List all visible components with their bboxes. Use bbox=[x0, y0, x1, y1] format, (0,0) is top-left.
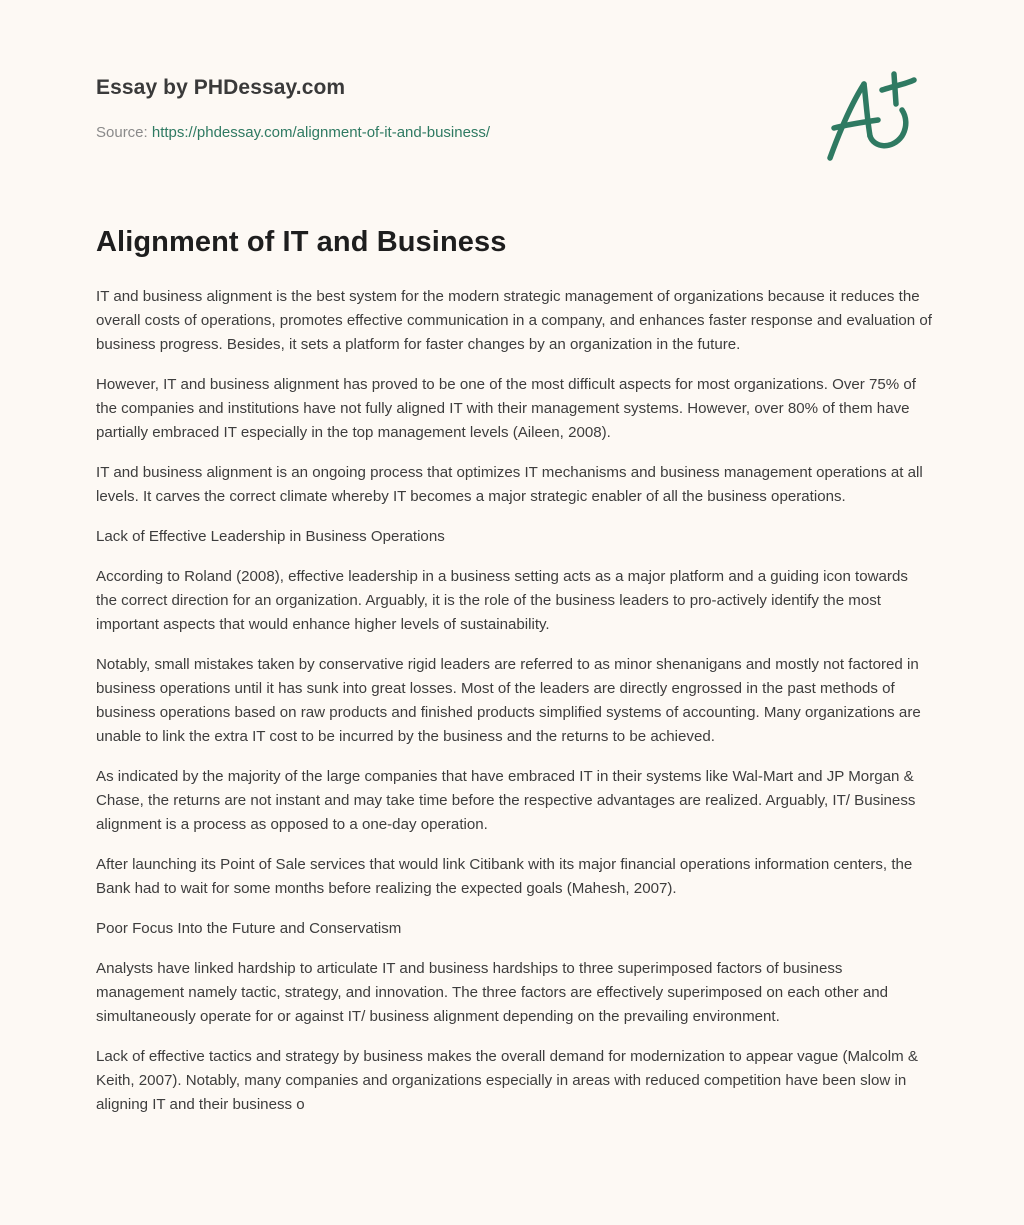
section-heading: Lack of Effective Leadership in Business Operations bbox=[96, 528, 445, 545]
page-header bbox=[96, 0, 932, 200]
section-heading: Poor Focus Into the Future and Conservatism bbox=[96, 920, 402, 937]
essay-title: Alignment of IT and Business bbox=[96, 226, 507, 258]
source-line bbox=[96, 124, 490, 141]
paragraph: After launching its Point of Sale services that would link Citibank with its major financial operations information centers, the Bank had to wait for some months before realizing the expected goals (Mahesh, 2007). bbox=[96, 856, 913, 897]
paragraph: IT and business alignment is an ongoing process that optimizes IT mechanisms and business management operations at all levels. It carves the correct climate whereby IT becomes a major strategic enabler of all the business operations. bbox=[96, 464, 923, 505]
paragraph: However, IT and business alignment has proved to be one of the most difficult aspects for most organizations. Over 75% of the companies and institutions have not fully aligned IT with their management systems. However, over 80% of them have partially embraced IT especially in the top management levels (Aileen, 2008). bbox=[96, 376, 916, 441]
source-label: Source: bbox=[96, 124, 148, 141]
a-plus-grade-icon bbox=[822, 66, 932, 166]
source-link[interactable]: https://phdessay.com/alignment-of-it-and-business/ bbox=[151, 124, 491, 141]
paragraph: Analysts have linked hardship to articulate IT and business hardships to three superimposed factors of business management namely tactic, strategy, and innovation. The three factors are effectively superimposed on each other and simultaneously operate for or against IT/ business alignment depending on the prevailing environment. bbox=[96, 960, 889, 1025]
essay-page bbox=[96, 0, 932, 1113]
paragraph: Notably, small mistakes taken by conservative rigid leaders are referred to as minor shenanigans and mostly not factored in business operations until it has sunk into great losses. Most of the leaders are directly engrossed in the past methods of business operations based on raw products and finished products simplified systems of accounting. Many organizations are unable to link the extra IT cost to be incurred by the business and the returns to be achieved. bbox=[96, 656, 921, 745]
paragraph: IT and business alignment is the best system for the modern strategic management of organizations because it reduces the overall costs of operations, promotes effective communication in a company, and enhances faster response and evaluation of business progress. Besides, it sets a platform for faster changes by an organization in the future. bbox=[96, 288, 932, 353]
site-title: Essay by PHDessay.com bbox=[96, 76, 346, 99]
paragraph: According to Roland (2008), effective leadership in a business setting acts as a major platform and a guiding icon towards the correct direction for an organization. Arguably, it is the role of the business leaders to pro-actively identify the most important aspects that would enhance higher levels of sustainability. bbox=[96, 568, 908, 633]
essay-body bbox=[96, 285, 932, 1133]
paragraph: Lack of effective tactics and strategy by business makes the overall demand for modernization to appear vague (Malcolm & Keith, 2007). Notably, many companies and organizations especially in areas with reduced competition have been slow in aligning IT and their business o bbox=[96, 1048, 918, 1113]
paragraph: As indicated by the majority of the large companies that have embraced IT in their systems like Wal-Mart and JP Morgan & Chase, the returns are not instant and may take time before the respective advantages are realized. Arguably, IT/ Business alignment is a process as opposed to a one-day operation. bbox=[96, 768, 916, 833]
